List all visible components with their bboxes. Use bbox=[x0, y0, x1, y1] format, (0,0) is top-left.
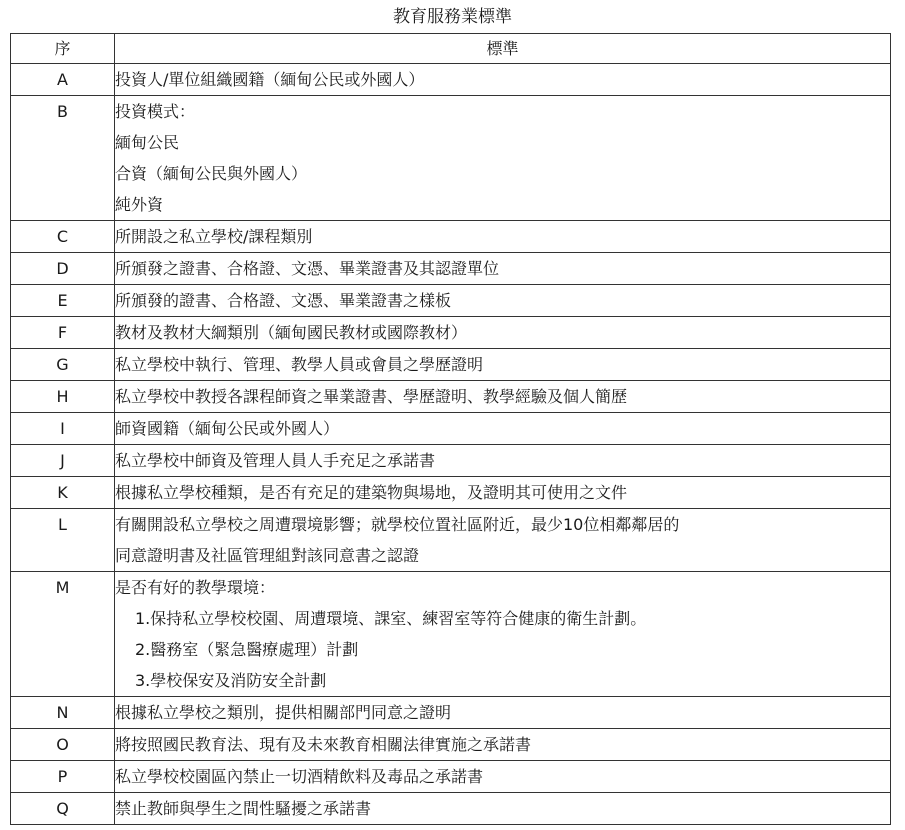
row-seq: C bbox=[11, 221, 115, 253]
table-row bbox=[11, 509, 891, 572]
row-seq: N bbox=[11, 697, 115, 729]
standard-line: 1.保持私立學校校園、周遭環境、課室、練習室等符合健康的衛生計劃。 bbox=[135, 609, 647, 628]
row-seq: P bbox=[11, 761, 115, 793]
standard-line: 所頒發的證書、合格證、文憑、畢業證書之樣板 bbox=[115, 291, 452, 310]
page-title: 教育服務業標準 bbox=[393, 7, 512, 27]
standard-line: 所開設之私立學校/課程類別 bbox=[115, 227, 313, 246]
standard-line: 合資（緬甸公民與外國人） bbox=[115, 164, 308, 183]
header-seq: 序 bbox=[11, 34, 115, 64]
standard-line: 私立學校中教授各課程師資之畢業證書、學歷證明、教學經驗及個人簡歷 bbox=[115, 387, 628, 406]
standard-line: 有關開設私立學校之周遭環境影響；就學校位置社區附近，最少10位相鄰鄰居的 bbox=[115, 515, 680, 534]
row-seq: M bbox=[11, 572, 115, 697]
standard-line: 將按照國民教育法、現有及未來教育相關法律實施之承諾書 bbox=[115, 735, 532, 754]
row-standard bbox=[115, 509, 891, 572]
table-row bbox=[11, 381, 891, 413]
row-standard bbox=[115, 381, 891, 413]
standard-line: 私立學校中師資及管理人員人手充足之承諾書 bbox=[115, 451, 436, 470]
standard-line: 是否有好的教學環境： bbox=[115, 578, 276, 597]
row-seq: E bbox=[11, 285, 115, 317]
table-row bbox=[11, 221, 891, 253]
table-body bbox=[11, 64, 891, 825]
table-row bbox=[11, 413, 891, 445]
row-seq: O bbox=[11, 729, 115, 761]
row-seq: H bbox=[11, 381, 115, 413]
row-seq: J bbox=[11, 445, 115, 477]
row-seq: L bbox=[11, 509, 115, 572]
standard-line: 投資模式： bbox=[115, 102, 196, 121]
table-row bbox=[11, 697, 891, 729]
row-seq: K bbox=[11, 477, 115, 509]
row-standard bbox=[115, 729, 891, 761]
standard-line: 同意證明書及社區管理組對該同意書之認證 bbox=[115, 546, 420, 565]
table-row bbox=[11, 477, 891, 509]
table-row bbox=[11, 285, 891, 317]
row-seq: A bbox=[11, 64, 115, 96]
row-standard bbox=[115, 285, 891, 317]
table-row bbox=[11, 729, 891, 761]
row-standard bbox=[115, 253, 891, 285]
row-standard bbox=[115, 96, 891, 221]
standard-line: 緬甸公民 bbox=[115, 133, 180, 152]
table-row bbox=[11, 96, 891, 221]
standard-line: 私立學校校園區內禁止一切酒精飲料及毒品之承諾書 bbox=[115, 767, 484, 786]
standard-line: 所頒發之證書、合格證、文憑、畢業證書及其認證單位 bbox=[115, 259, 500, 278]
standard-line: 根據私立學校之類別，提供相關部門同意之證明 bbox=[115, 703, 452, 722]
row-standard bbox=[115, 793, 891, 825]
standard-line: 師資國籍（緬甸公民或外國人） bbox=[115, 419, 340, 438]
row-standard bbox=[115, 572, 891, 697]
row-standard bbox=[115, 697, 891, 729]
standard-line: 根據私立學校種類，是否有充足的建築物與場地，及證明其可使用之文件 bbox=[115, 483, 628, 502]
standard-line: 2.醫務室（緊急醫療處理）計劃 bbox=[135, 640, 359, 659]
row-standard bbox=[115, 445, 891, 477]
row-seq: G bbox=[11, 349, 115, 381]
table-row bbox=[11, 761, 891, 793]
row-seq: I bbox=[11, 413, 115, 445]
row-seq: B bbox=[11, 96, 115, 221]
standards-table bbox=[10, 33, 891, 825]
row-standard bbox=[115, 349, 891, 381]
table-row bbox=[11, 253, 891, 285]
row-seq: F bbox=[11, 317, 115, 349]
table-header-row bbox=[11, 34, 891, 64]
table-row bbox=[11, 349, 891, 381]
standard-line: 3.學校保安及消防安全計劃 bbox=[135, 671, 327, 690]
table-row bbox=[11, 445, 891, 477]
row-standard bbox=[115, 64, 891, 96]
table-row bbox=[11, 793, 891, 825]
row-standard bbox=[115, 317, 891, 349]
row-standard bbox=[115, 477, 891, 509]
row-seq: Q bbox=[11, 793, 115, 825]
row-standard bbox=[115, 221, 891, 253]
table-row bbox=[11, 317, 891, 349]
standard-line: 禁止教師與學生之間性騷擾之承諾書 bbox=[115, 799, 372, 818]
standard-line: 投資人/單位組織國籍（緬甸公民或外國人） bbox=[115, 70, 425, 89]
row-seq: D bbox=[11, 253, 115, 285]
table-row bbox=[11, 64, 891, 96]
row-standard bbox=[115, 413, 891, 445]
standard-line: 教材及教材大綱類別（緬甸國民教材或國際教材） bbox=[115, 323, 468, 342]
header-standard: 標準 bbox=[115, 34, 891, 64]
standard-line: 私立學校中執行、管理、教學人員或會員之學歷證明 bbox=[115, 355, 484, 374]
table-row bbox=[11, 572, 891, 697]
row-standard bbox=[115, 761, 891, 793]
standard-line: 純外資 bbox=[115, 195, 164, 214]
